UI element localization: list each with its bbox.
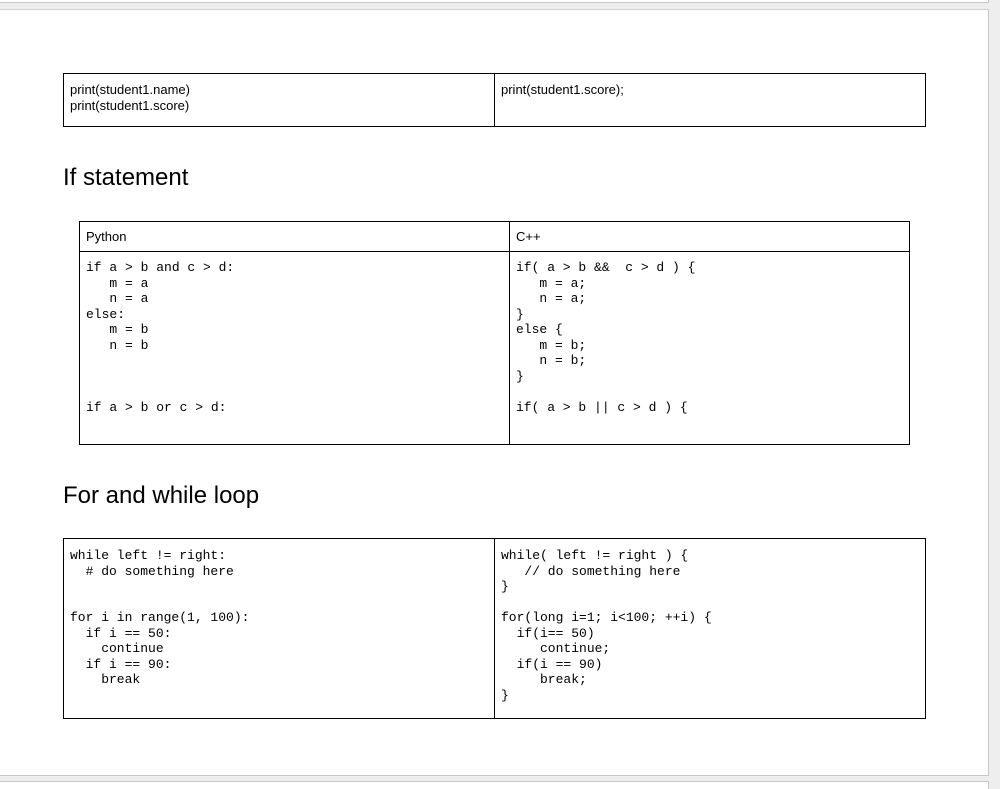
table-header-row (80, 222, 910, 252)
python-if-code: if a > b and c > d: m = a n = a else: m = b n = b if a > b or c > d: (86, 260, 235, 415)
if-statement-table (79, 221, 910, 445)
cpp-loop-code: while( left != right ) { // do something here } for(long i=1; i<100; ++i) { if(i== 50) continue; if(i == 90) break; } (501, 548, 712, 703)
table-cell-cpp (495, 539, 926, 719)
cpp-if-code: if( a > b && c > d ) { m = a; n = a; } else { m = b; n = b; } if( a > b || c > d ) { (516, 260, 696, 415)
table-row (64, 74, 926, 127)
column-header-python: Python (80, 222, 510, 252)
loop-heading: For and while loop (63, 482, 260, 509)
column-header-cpp: C++ (510, 222, 910, 252)
table-cell-python (64, 539, 495, 719)
if-statement-heading: If statement (63, 164, 189, 191)
table-cell-python (80, 252, 510, 445)
document-page (0, 9, 989, 776)
python-loop-code: while left != right: # do something here for i in range(1, 100): if i == 50: continue if i == 90: break (70, 548, 250, 687)
table-cell-cpp (495, 74, 926, 127)
cpp-print-code: print(student1.score); (501, 82, 624, 97)
table-row (80, 252, 910, 445)
previous-page-edge (0, 0, 989, 3)
print-comparison-table (63, 73, 926, 127)
python-print-code: print(student1.name) print(student1.score) (70, 82, 190, 113)
table-cell-python (64, 74, 495, 127)
table-row (64, 539, 926, 719)
table-cell-cpp (510, 252, 910, 445)
loop-table (63, 538, 926, 719)
